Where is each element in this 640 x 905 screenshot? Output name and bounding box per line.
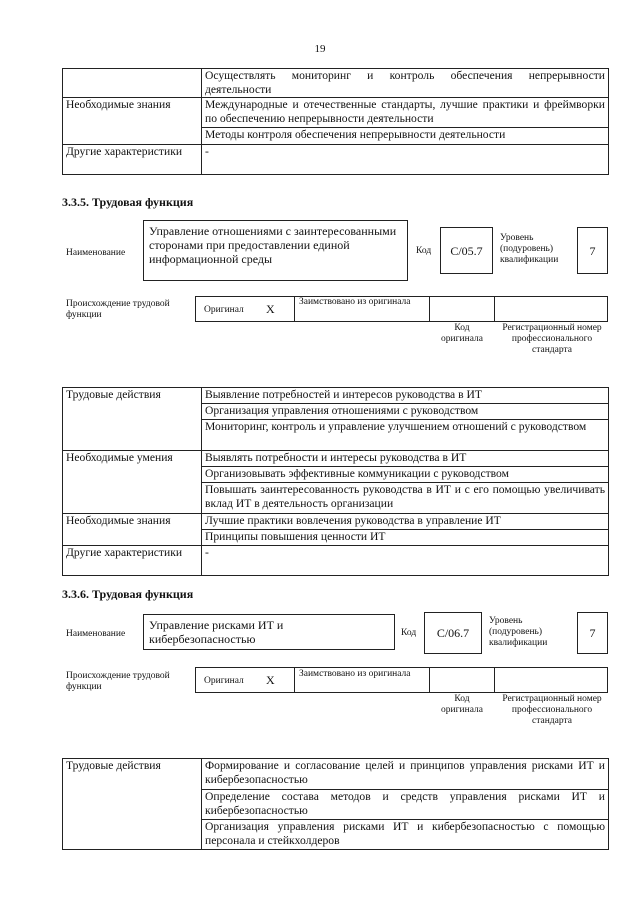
table-cell-item: Осуществлять мониторинг и контроль обеспечения непрерывности деятельности bbox=[202, 69, 609, 98]
origin-label: Происхождение трудовой функции bbox=[66, 671, 170, 692]
table-cell-item: - bbox=[202, 546, 609, 576]
table-cell-label: Другие характеристики bbox=[63, 546, 202, 576]
table-cell-item: Формирование и согласование целей и принципов управления рисками ИТ и кибербезопасностью bbox=[202, 759, 609, 790]
section-heading: 3.3.6. Трудовая функция bbox=[62, 587, 194, 601]
origin-divider bbox=[429, 667, 430, 693]
table-cell-item: Выявлять потребности и интересы руководства в ИТ bbox=[202, 451, 609, 467]
level-value-box: 7 bbox=[577, 227, 608, 274]
code-original-caption: Код оригинала bbox=[441, 323, 483, 344]
function-336-table bbox=[62, 758, 609, 850]
function-335-table bbox=[62, 387, 609, 576]
table-cell-item: Лучшие практики вовлечения руководства в управление ИТ bbox=[202, 514, 609, 530]
competency-table-continued bbox=[62, 68, 609, 175]
table-cell-label bbox=[63, 69, 202, 98]
table-cell-item: Повышать заинтересованность руководства в ИТ и с его помощью увеличивать вклад ИТ в деятельность организации bbox=[202, 483, 609, 514]
table-cell-item: - bbox=[202, 145, 609, 175]
table-cell-label: Другие характеристики bbox=[63, 145, 202, 175]
reg-number-caption: Регистрационный номер профессионального стандарта bbox=[502, 694, 602, 726]
table-cell-item: Организовывать эффективные коммуникации с руководством bbox=[202, 467, 609, 483]
borrowed-label: Заимствовано из оригинала bbox=[299, 669, 411, 679]
table-cell-item: Выявление потребностей и интересов руководства в ИТ bbox=[202, 388, 609, 404]
code-value-box: C/05.7 bbox=[440, 227, 493, 274]
function-name-box: Управление рисками ИТ и кибербезопасностью bbox=[143, 614, 395, 650]
function-name-box: Управление отношениями с заинтересованными сторонами при предоставлении единой информационной среды bbox=[143, 220, 408, 281]
name-label: Наименование bbox=[66, 248, 126, 258]
origin-divider bbox=[494, 296, 495, 322]
section-heading: 3.3.5. Трудовая функция bbox=[62, 195, 194, 209]
name-label: Наименование bbox=[66, 629, 126, 639]
original-label: Оригинал bbox=[204, 676, 244, 686]
origin-divider bbox=[494, 667, 495, 693]
page-number: 19 bbox=[314, 43, 326, 55]
table-cell-label: Необходимые умения bbox=[63, 451, 202, 514]
table-cell-item: Определение состава методов и средств управления рисками ИТ и кибербезопасностью bbox=[202, 790, 609, 820]
level-label: Уровень (подуровень) квалификации bbox=[500, 233, 559, 265]
code-label: Код bbox=[401, 628, 417, 638]
table-cell-item: Организация управления отношениями с руководством bbox=[202, 404, 609, 420]
level-label: Уровень (подуровень) квалификации bbox=[489, 616, 548, 648]
table-cell-item: Международные и отечественные стандарты, лучшие практики и фреймворки по обеспечению непрерывности деятельности bbox=[202, 98, 609, 128]
origin-divider bbox=[294, 667, 295, 693]
table-cell-item: Методы контроля обеспечения непрерывности деятельности bbox=[202, 128, 609, 145]
table-cell-item: Мониторинг, контроль и управление улучшением отношений с руководством bbox=[202, 420, 609, 451]
table-cell-item: Принципы повышения ценности ИТ bbox=[202, 530, 609, 546]
origin-divider bbox=[429, 296, 430, 322]
table-cell-label: Трудовые действия bbox=[63, 759, 202, 850]
table-cell-item: Организация управления рисками ИТ и кибербезопасностью с помощью персонала и стейкхолдеров bbox=[202, 820, 609, 850]
table-cell-label: Необходимые знания bbox=[63, 98, 202, 145]
reg-number-caption: Регистрационный номер профессионального стандарта bbox=[502, 323, 602, 355]
borrowed-label: Заимствовано из оригинала bbox=[299, 297, 411, 307]
code-value-box: C/06.7 bbox=[424, 612, 482, 654]
table-cell-label: Необходимые знания bbox=[63, 514, 202, 546]
code-label: Код bbox=[416, 246, 432, 256]
origin-label: Происхождение трудовой функции bbox=[66, 299, 170, 320]
code-original-caption: Код оригинала bbox=[441, 694, 483, 715]
table-cell-label: Трудовые действия bbox=[63, 388, 202, 451]
original-mark: X bbox=[266, 673, 275, 687]
level-value-box: 7 bbox=[577, 612, 608, 654]
original-label: Оригинал bbox=[204, 305, 244, 315]
origin-divider bbox=[294, 296, 295, 322]
original-mark: X bbox=[266, 302, 275, 316]
